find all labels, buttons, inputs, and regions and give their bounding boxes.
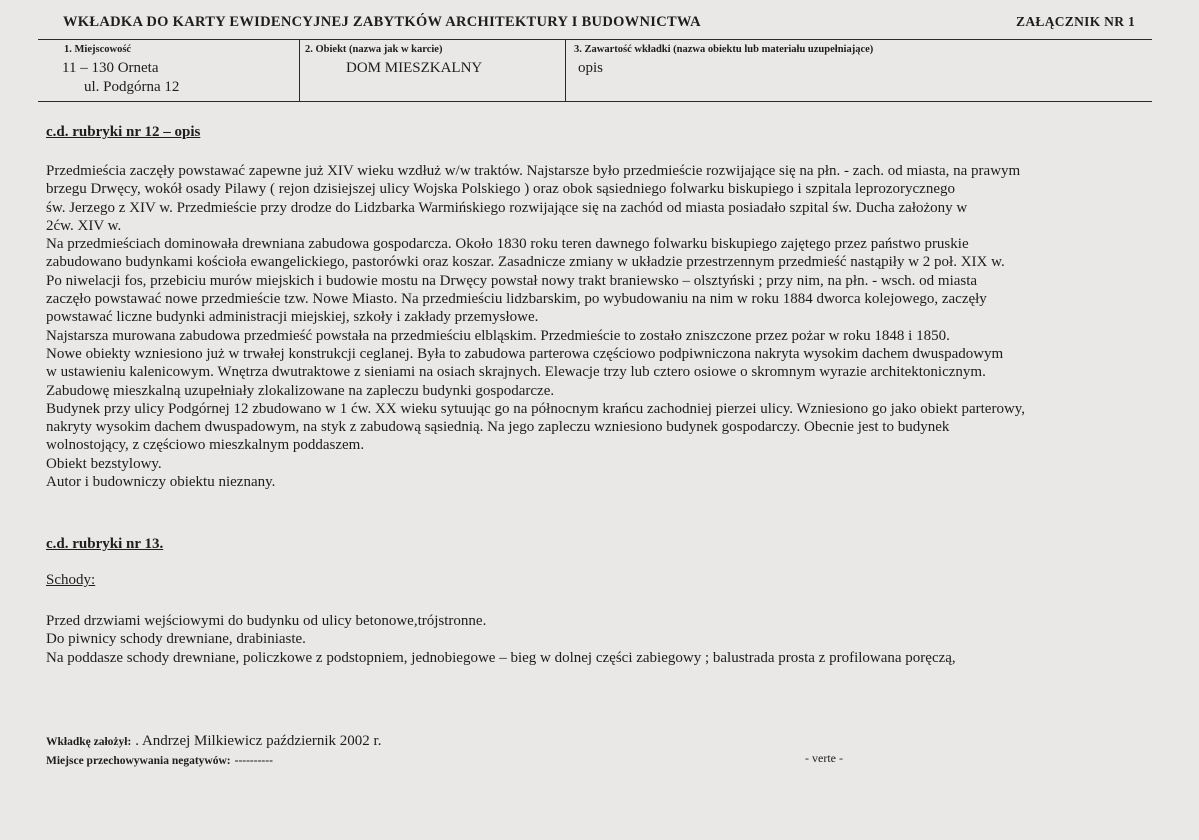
section-12-heading: c.d. rubryki nr 12 – opis [46,124,201,140]
text-line: zabudowano budynkami kościoła ewangelickiego, pastorówki oraz koszar. Zasadnicze zmiany w układzie przestrzennym przedmieść nastąpiły w 2 poł. XIX w. [46,254,1005,271]
verte-note: - verte - [805,751,843,765]
text-line: 2ćw. XIV w. [46,217,122,234]
place-city: 11 – 130 Orneta [62,60,159,76]
header-fields-box [38,39,1152,102]
text-line: Do piwnicy schody drewniane, drabiniaste. [46,631,306,648]
text-line: Na poddasze schody drewniane, policzkowe z podstopniem, jednobiegowe – bieg w dolnej części zabiegowy ; balustrada prosta z profilowana poręczą, [46,649,956,666]
section-13-body [46,612,956,667]
text-line: powstawać liczne budynki administracji miejskiej, szkoły i zakłady przemysłowe. [46,309,539,326]
text-line: Przedmieścia zaczęły powstawać zapewne już XIV wieku wzdłuż w/w traktów. Najstarsze było przedmieście rozwijające się na płn. - zach. od miasta, na prawym [46,163,1021,179]
object-label: 2. Obiekt (nazwa jak w karcie) [305,44,443,55]
place-street: ul. Podgórna 12 [84,79,180,95]
text-line: Na przedmieściach dominowała drewniana zabudowa gospodarcza. Około 1830 roku teren dawnego folwarku biskupiego zajętego przez państwo pruskie [46,236,969,253]
place-field [38,40,300,101]
text-line: Przed drzwiami wejściowymi do budynku od ulicy betonowe,trójstronne. [46,613,487,629]
text-line: Autor i budowniczy obiektu nieznany. [46,474,276,491]
founder-row [46,732,381,750]
object-value: DOM MIESZKALNY [346,60,483,76]
text-line: wolnostojący, z częściowo mieszkalnym poddaszem. [46,437,365,454]
text-line: Obiekt bezstylowy. [46,455,162,472]
content-value: opis [578,60,604,76]
object-field [300,40,566,101]
content-label: 3. Zawartość wkładki (nazwa obiektu lub materiału uzupełniające) [574,44,874,55]
negatives-label: Miejsce przechowywania negatywów: [46,755,231,767]
text-line: Nowe obiekty wzniesiono już w trwałej konstrukcji ceglanej. Była to zabudowa parterowa częściowo podpiwniczona nakryta wysokim dachem dwuspadowym [46,345,1004,362]
text-line: w ustawieniu kalenicowym. Wnętrza dwutraktowe z sieniami na osiach skrajnych. Elewacje trzy lub cztero osiowe o skromnym wyrazie architektonicznym. [46,364,986,381]
text-line: Najstarsza murowana zabudowa przedmieść powstała na przedmieściu elbląskim. Przedmieście to zostało zniszczone przez pożar w roku 1848 i 1850. [46,327,950,344]
section-12-body [46,162,1025,491]
founder-label: Wkładkę założył: [46,736,132,748]
content-field [566,40,1152,101]
text-line: Zabudowę mieszkalną uzupełniały zlokalizowane na zapleczu budynki gospodarcze. [46,382,555,399]
stairs-subheading: Schody: [46,572,96,588]
text-line: zaczęło powstawać nowe przedmieście tzw. Nowe Miasto. Na przedmieściu lidzbarskim, po wybudowaniu na nim w roku 1884 dworca kolejowego, zaczęły [46,291,987,308]
text-line: Po niwelacji fos, przebiciu murów miejskich i budowie mostu na Drwęcy powstał nowy trakt braniewsko – olsztyński ; przy nim, na płn. - wsch. od miasta [46,272,978,289]
negatives-value: ---------- [234,755,273,767]
text-line: Budynek przy ulicy Podgórnej 12 zbudowano w 1 ćw. XX wieku sytuując go na północnym krańcu zachodniej pierzei ulicy. Wzniesiono go jako obiekt parterowy, [46,400,1026,417]
document-title: WKŁADKA DO KARTY EWIDENCYJNEJ ZABYTKÓW ARCHITEKTURY I BUDOWNICTWA [63,14,701,30]
negatives-row [46,751,273,769]
section-13-heading: c.d. rubryki nr 13. [46,536,164,552]
founder-value: . Andrzej Milkiewicz październik 2002 r. [135,733,382,749]
place-label: 1. Miejscowość [64,44,132,55]
text-line: św. Jerzego z XIV w. Przedmieście przy drodze do Lidzbarka Warmińskiego rozwijające się na zachód od miasta posiadało szpital św. Ducha założony w [46,199,968,216]
text-line: brzegu Drwęcy, wokół osady Pilawy ( rejon dzisiejszej ulicy Wojska Polskiego ) oraz obok sąsiedniego folwarku biskupiego i szpitala leprozorycznego [46,181,955,198]
attachment-number: ZAŁĄCZNIK NR 1 [1016,14,1135,29]
text-line: nakryty wysokim dachem dwuspadowym, na styk z zabudową sąsiednią. Na jego zapleczu wzniesiono budynek gospodarczy. Obecnie jest to budynek [46,419,950,436]
